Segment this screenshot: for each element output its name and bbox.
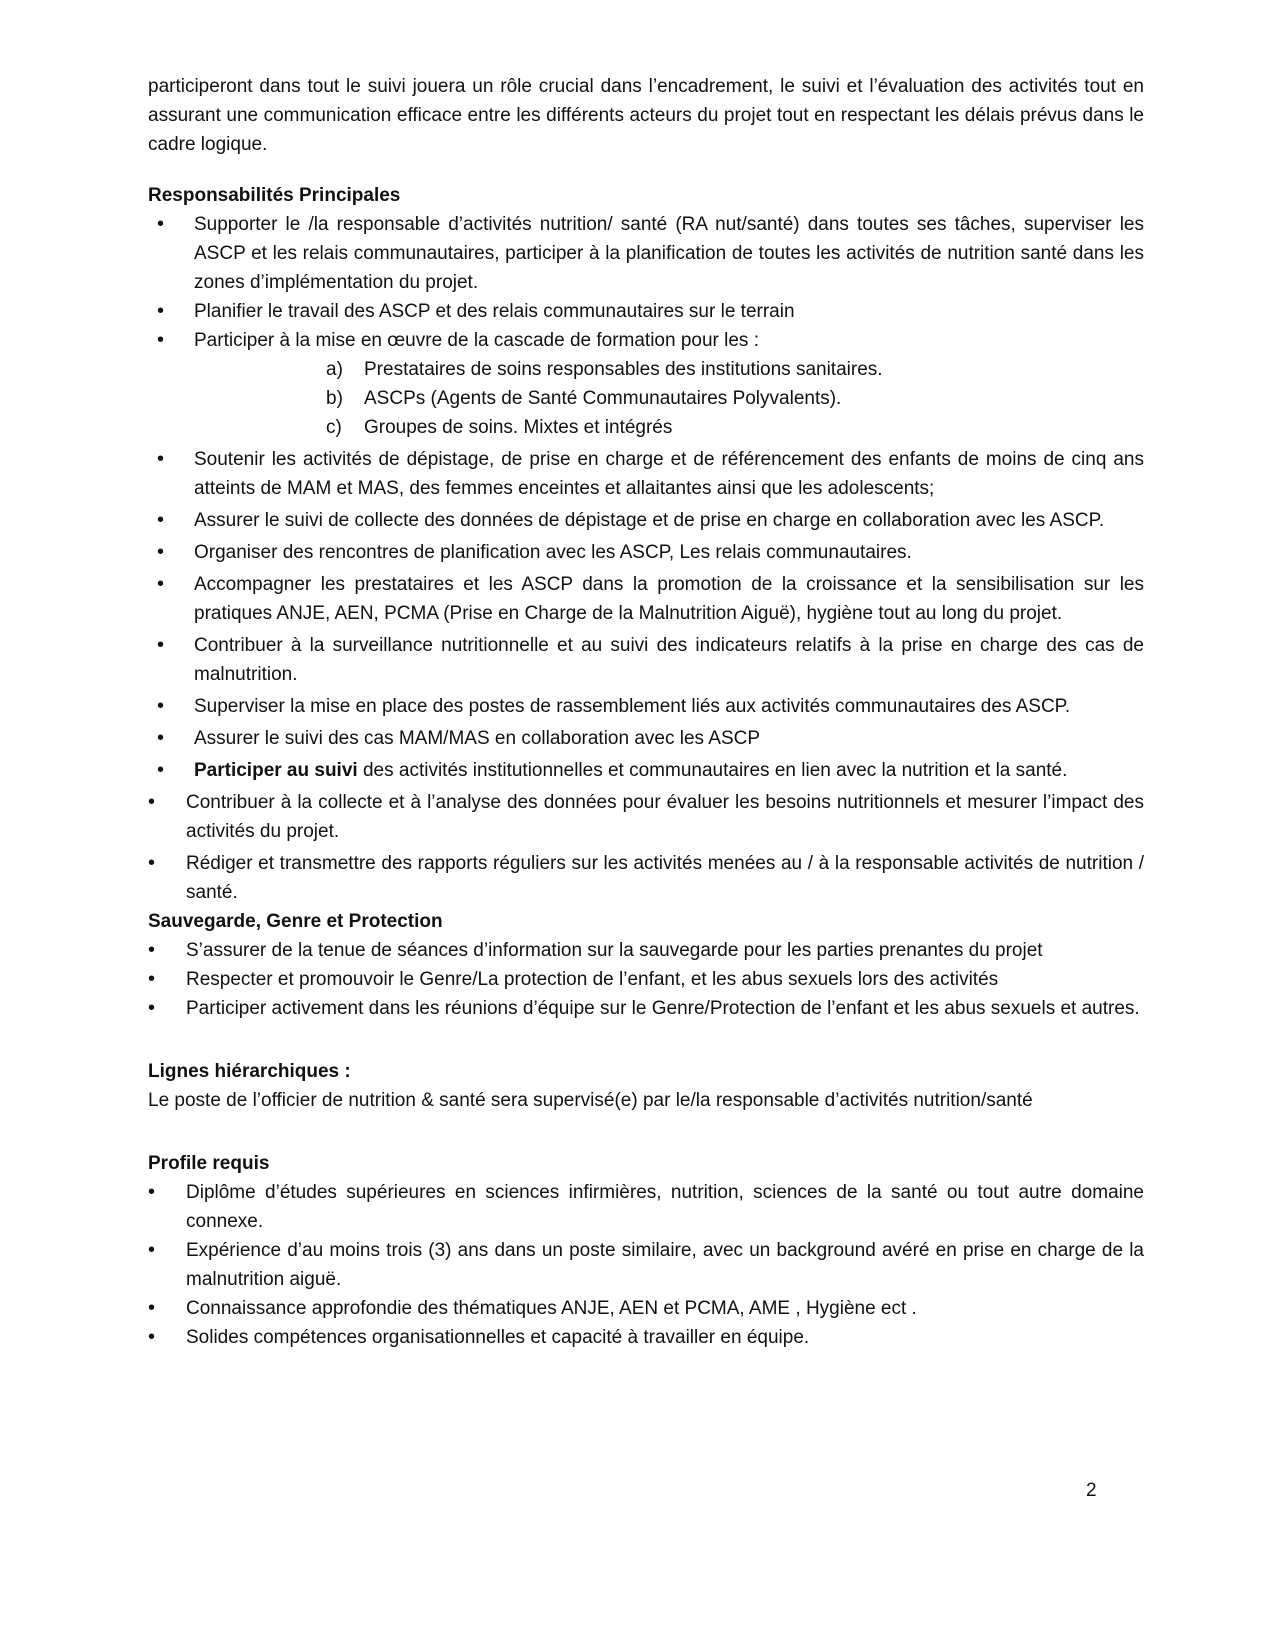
list-item: • Assurer le suivi de collecte des données de dépistage et de prise en charge en collaboration avec les ASCP. — [148, 506, 1144, 535]
list-item — [148, 756, 1144, 785]
list-item: • Rédiger et transmettre des rapports réguliers sur les activités menées au / à la responsable activités de nutrition / santé. — [148, 849, 1144, 907]
list-item: • Accompagner les prestataires et les ASCP dans la promotion de la croissance et la sensibilisation sur les pratiques ANJE, AEN, PCMA (Prise en Charge de la Malnutrition Aiguë), hygiène tout au long du projet. — [148, 570, 1144, 628]
responsabilites-list-continued — [148, 445, 1144, 785]
intro-paragraph: participeront dans tout le suivi jouera un rôle crucial dans l’encadrement, le suivi et l’évaluation des activités tout en assurant une communication efficace entre les différents acteurs du projet tout en respectant les délais prévus dans le cadre logique. — [148, 76, 1144, 155]
list-item: • Expérience d’au moins trois (3) ans dans un poste similaire, avec un background avéré en prise en charge de la malnutrition aiguë. — [148, 1236, 1144, 1294]
sub-list-text: ASCPs (Agents de Santé Communautaires Polyvalents). — [364, 388, 842, 409]
list-item: • Solides compétences organisationnelles et capacité à travailler en équipe. — [148, 1323, 1144, 1352]
formation-sublist — [148, 355, 1144, 442]
sub-list-marker: a) — [326, 359, 343, 380]
responsabilites-list — [148, 210, 1144, 355]
sub-list-marker: c) — [326, 417, 342, 438]
list-item-rest: des activités institutionnelles et communautaires en lien avec la nutrition et la santé. — [357, 760, 1068, 781]
section-heading-lignes: Lignes hiérarchiques : — [148, 1061, 351, 1082]
list-item: • Supporter le /la responsable d’activités nutrition/ santé (RA nut/santé) dans toutes ses tâches, superviser les ASCP et les relais communautaires, participer à la planification de toutes les activités de nutrition santé dans les zones d’implémentation du projet. — [148, 210, 1144, 297]
lignes-text: Le poste de l’officier de nutrition & santé sera supervisé(e) par le/la responsable d’activités nutrition/santé — [148, 1090, 1033, 1111]
profile-list — [148, 1178, 1144, 1352]
list-item: • Soutenir les activités de dépistage, de prise en charge et de référencement des enfants de moins de cinq ans atteints de MAM et MAS, des femmes enceintes et allaitantes ainsi que les adolescents; — [148, 445, 1144, 503]
bold-lead-text: Participer au suivi — [194, 760, 358, 781]
page-number: 2 — [1086, 1480, 1097, 1501]
list-item: • Participer activement dans les réunions d’équipe sur le Genre/Protection de l’enfant et les abus sexuels et autres. — [148, 994, 1144, 1023]
document-page — [148, 72, 1144, 1352]
list-item: • Contribuer à la surveillance nutritionnelle et au suivi des indicateurs relatifs à la prise en charge des cas de malnutrition. — [148, 631, 1144, 689]
list-item: • Diplôme d’études supérieures en sciences infirmières, nutrition, sciences de la santé ou tout autre domaine connexe. — [148, 1178, 1144, 1236]
section-heading-responsabilites: Responsabilités Principales — [148, 185, 401, 206]
sauvegarde-list — [148, 936, 1144, 1023]
section-heading-sauvegarde: Sauvegarde, Genre et Protection — [148, 911, 443, 932]
sub-list-marker: b) — [326, 388, 343, 409]
list-item: • Assurer le suivi des cas MAM/MAS en collaboration avec les ASCP — [148, 724, 1144, 753]
list-item: • S’assurer de la tenue de séances d’information sur la sauvegarde pour les parties prenantes du projet — [148, 936, 1144, 965]
list-item: • Respecter et promouvoir le Genre/La protection de l’enfant, et les abus sexuels lors des activités — [148, 965, 1144, 994]
section-heading-profile: Profile requis — [148, 1153, 270, 1174]
sub-list-item — [148, 355, 1144, 384]
list-item: • Connaissance approfondie des thématiques ANJE, AEN et PCMA, AME , Hygiène ect . — [148, 1294, 1144, 1323]
list-item: • Organiser des rencontres de planification avec les ASCP, Les relais communautaires. — [148, 538, 1144, 567]
list-item: • Planifier le travail des ASCP et des relais communautaires sur le terrain — [148, 297, 1144, 326]
sub-list-item — [148, 384, 1144, 413]
list-item: • Superviser la mise en place des postes de rassemblement liés aux activités communautaires des ASCP. — [148, 692, 1144, 721]
responsabilites-outer-list — [148, 788, 1144, 907]
list-item: • Participer à la mise en œuvre de la cascade de formation pour les : — [148, 326, 1144, 355]
list-item: • Contribuer à la collecte et à l’analyse des données pour évaluer les besoins nutritionnels et mesurer l’impact des activités du projet. — [148, 788, 1144, 846]
sub-list-item — [148, 413, 1144, 442]
sub-list-text: Groupes de soins. Mixtes et intégrés — [364, 417, 673, 438]
sub-list-text: Prestataires de soins responsables des institutions sanitaires. — [364, 359, 883, 380]
